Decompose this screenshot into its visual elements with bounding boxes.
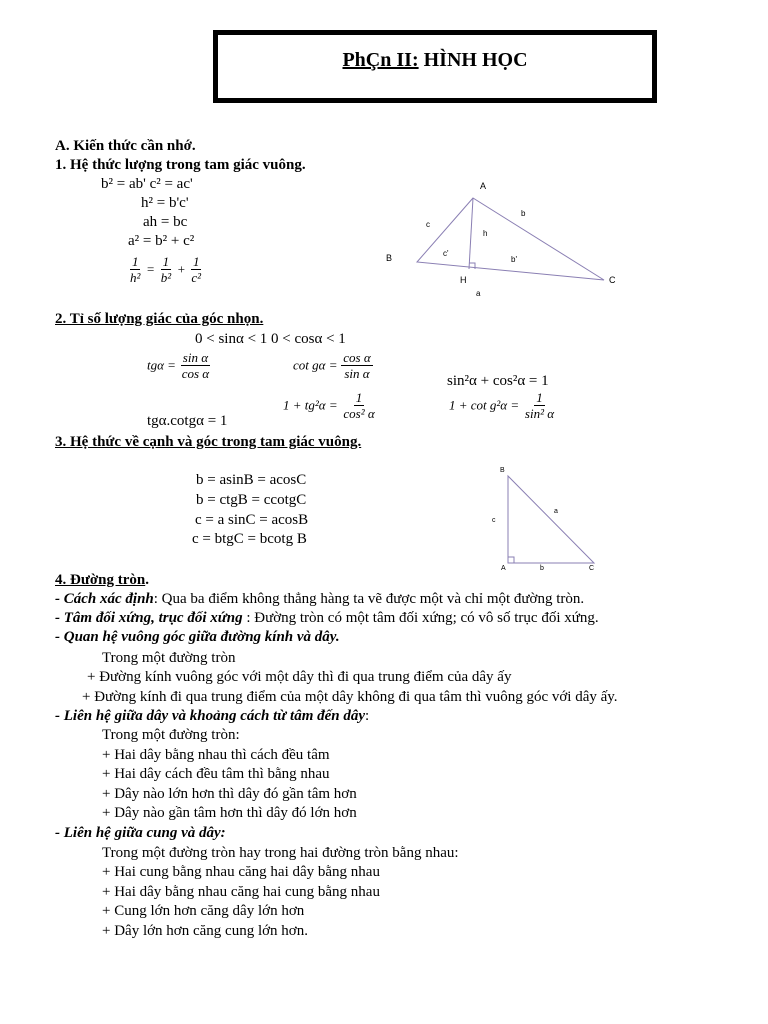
title-part: PhÇn II: — [342, 49, 419, 71]
formula: b = asinB = acosC — [196, 472, 307, 488]
vertex-label-a: A — [501, 565, 506, 572]
text-line: Trong một đường tròn hay trong hai đường tròn bằng nhau: — [102, 845, 459, 861]
section-1-heading: 1. Hệ thức lượng trong tam giác vuông. — [55, 157, 306, 173]
formula: ah = bc — [143, 214, 188, 230]
vertex-label-c: C — [609, 275, 616, 285]
text-line: - Liên hệ giữa cung và dây: — [55, 825, 226, 841]
tg-identity: 1 + tg²α = $\frac{1}{\text{cos² α}}$ — [283, 390, 375, 421]
foot-label-h: H — [460, 275, 467, 285]
formula: b² = ab' c² = ac' — [101, 176, 193, 192]
side-label-c: c — [492, 517, 496, 524]
cotg-identity: 1 + cot g²α = $\frac{1}{\text{sin² α}}$ — [449, 390, 555, 421]
text-line: + Đường kính đi qua trung điểm của một dây không đi qua tâm thì vuông góc với dây ấy. — [82, 689, 618, 705]
tg-cotg-product: tgα.cotgα = 1 — [147, 413, 228, 429]
text-line: + Dây nào gần tâm hơn thì dây đó lớn hơn — [102, 805, 357, 821]
text-line: + Đường kính vuông góc với một dây thì đi qua trung điểm của dây ấy — [87, 669, 512, 685]
formula: a² = b² + c² — [128, 233, 195, 249]
text-line: Trong một đường tròn: — [102, 727, 240, 743]
text-line: Trong một đường tròn — [102, 650, 236, 666]
inequalities: 0 < sinα < 1 0 < cosα < 1 — [195, 331, 346, 347]
section-2-heading: 2. Tỉ số lượng giác của góc nhọn. — [55, 311, 264, 327]
text-line: - Cách xác định: Qua ba điểm không thẳng hàng ta vẽ được một và chỉ một đường tròn. — [55, 591, 585, 607]
side-label-a: a — [554, 508, 558, 515]
segment-label-c-prime: c' — [443, 249, 449, 258]
reciprocal-formula: $\frac{1}{\text{h²}}$ = $\frac{1}{\text{b²}}$ + $\frac{1}{\text{c²}}$ — [130, 254, 202, 285]
section-3-heading: 3. Hệ thức về cạnh và góc trong tam giác vuông. — [55, 434, 362, 450]
vertex-label-b: B — [386, 253, 393, 263]
vertex-label-c: C — [589, 565, 595, 572]
side-label-c: c — [426, 220, 430, 229]
segment-label-b-prime: b' — [511, 255, 517, 264]
tg-definition: tgα = $\frac{\text{sin α}}{\text{cos α}}$ — [147, 350, 210, 381]
text-line: + Dây lớn hơn căng cung lớn hơn. — [102, 923, 308, 939]
section-4-heading: 4. Đường tròn. — [55, 572, 149, 588]
formula: h² = b'c' — [141, 195, 189, 211]
text-line: - Liên hệ giữa dây và khoảng cách từ tâm đến dây: — [55, 708, 370, 724]
text-line: + Hai dây cách đều tâm thì bằng nhau — [102, 766, 330, 782]
vertex-label-a: A — [480, 181, 487, 191]
side-label-b: b — [540, 565, 544, 572]
right-triangle-figure-1 — [380, 176, 630, 300]
pythagorean-identity: sin²α + cos²α = 1 — [447, 373, 549, 389]
side-label-a: a — [476, 289, 481, 298]
title-box — [213, 30, 657, 103]
text-line: + Hai dây bằng nhau thì cách đều tâm — [102, 747, 330, 763]
formula: c = btgC = bcotg B — [192, 531, 307, 547]
text-line: + Dây nào lớn hơn thì dây đó gần tâm hơn — [102, 786, 357, 802]
page-title — [218, 49, 652, 72]
text-line: + Hai dây bằng nhau căng hai cung bằng nhau — [102, 884, 380, 900]
section-a-heading: A. Kiến thức cần nhớ. — [55, 138, 196, 154]
text-line: + Hai cung bằng nhau căng hai dây bằng nhau — [102, 864, 380, 880]
side-label-b: b — [521, 209, 526, 218]
text-line: - Tâm đối xứng, trục đối xứng : Đường tròn có một tâm đối xứng; có vô số trục đối xứng. — [55, 610, 599, 626]
height-label-h: h — [483, 229, 488, 238]
cotg-definition: cot gα = $\frac{\text{cos α}}{\text{sin α}}$ — [293, 350, 371, 381]
right-triangle-figure-2 — [490, 462, 610, 574]
vertex-label-b: B — [500, 467, 505, 474]
title-name: HÌNH HỌC — [423, 49, 528, 71]
text-line: - Quan hệ vuông góc giữa đường kính và dây. — [55, 629, 340, 645]
text-line: + Cung lớn hơn căng dây lớn hơn — [102, 903, 305, 919]
formula: b = ctgB = ccotgC — [196, 492, 307, 508]
formula: c = a sinC = acosB — [195, 512, 309, 528]
